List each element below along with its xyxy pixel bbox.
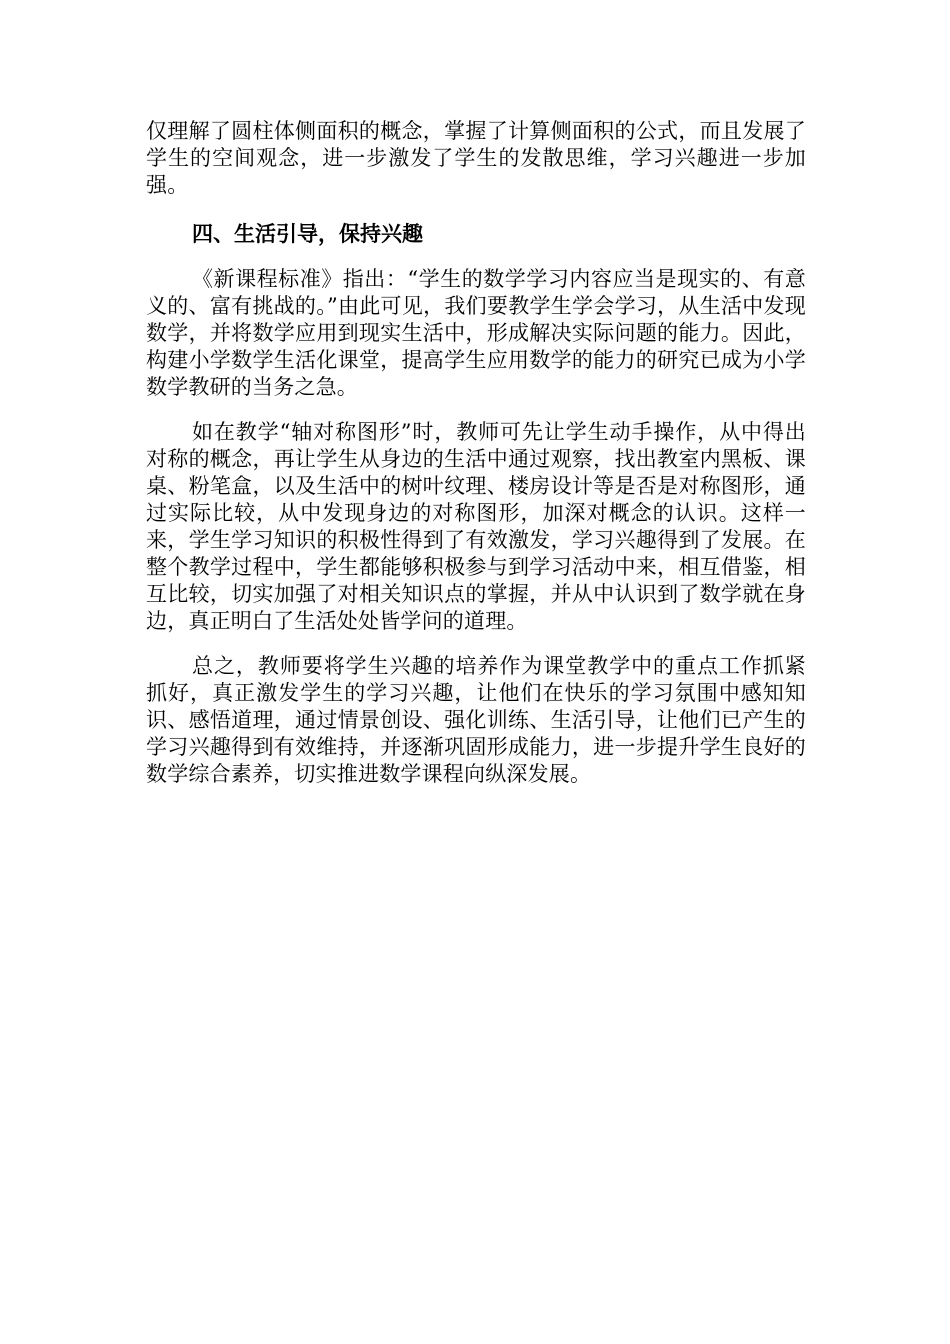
section-heading: 四、生活引导，保持兴趣 — [192, 222, 423, 246]
body-paragraph-1: 《新课程标准》指出：“学生的数学学习内容应当是现实的、有意义的、富有挑战的。”由此可见，我们要教学生学会学习，从生活中发现数学，并将数学应用到现实生活中，形成解决实际问题的能力。因此，构建小学数学生活化课堂，提高学生应用数学的能力的研究已成为小学数学教研的当务之急。 — [146, 267, 806, 399]
continuation-paragraph: 仅理解了圆柱体侧面积的概念，掌握了计算侧面积的公式，而且发展了学生的空间观念，进一步激发了学生的发散思维，学习兴趣进一步加强。 — [146, 119, 806, 197]
body-paragraph-2: 如在教学“轴对称图形”时，教师可先让学生动手操作，从中得出对称的概念，再让学生从身边的生活中通过观察，找出教室内黑板、课桌、粉笔盒，以及生活中的树叶纹理、楼房设计等是否是对称图形，通过实际比较，从中发现身边的对称图形，加深对概念的认识。这样一来，学生学习知识的积极性得到了有效激发，学习兴趣得到了发展。在整个教学过程中，学生都能够积极参与到学习活动中来，相互借鉴，相互比较，切实加强了对相关知识点的掌握，并从中认识到了数学就在身边，真正明白了生活处处皆学问的道理。 — [146, 420, 806, 633]
body-paragraph-3: 总之，教师要将学生兴趣的培养作为课堂教学中的重点工作抓紧抓好，真正激发学生的学习兴趣，让他们在快乐的学习氛围中感知知识、感悟道理，通过情景创设、强化训练、生活引导，让他们已产生的学习兴趣得到有效维持，并逐渐巩固形成能力，进一步提升学生良好的数学综合素养，切实推进数学课程向纵深发展。 — [146, 654, 806, 786]
document-body — [146, 118, 806, 788]
